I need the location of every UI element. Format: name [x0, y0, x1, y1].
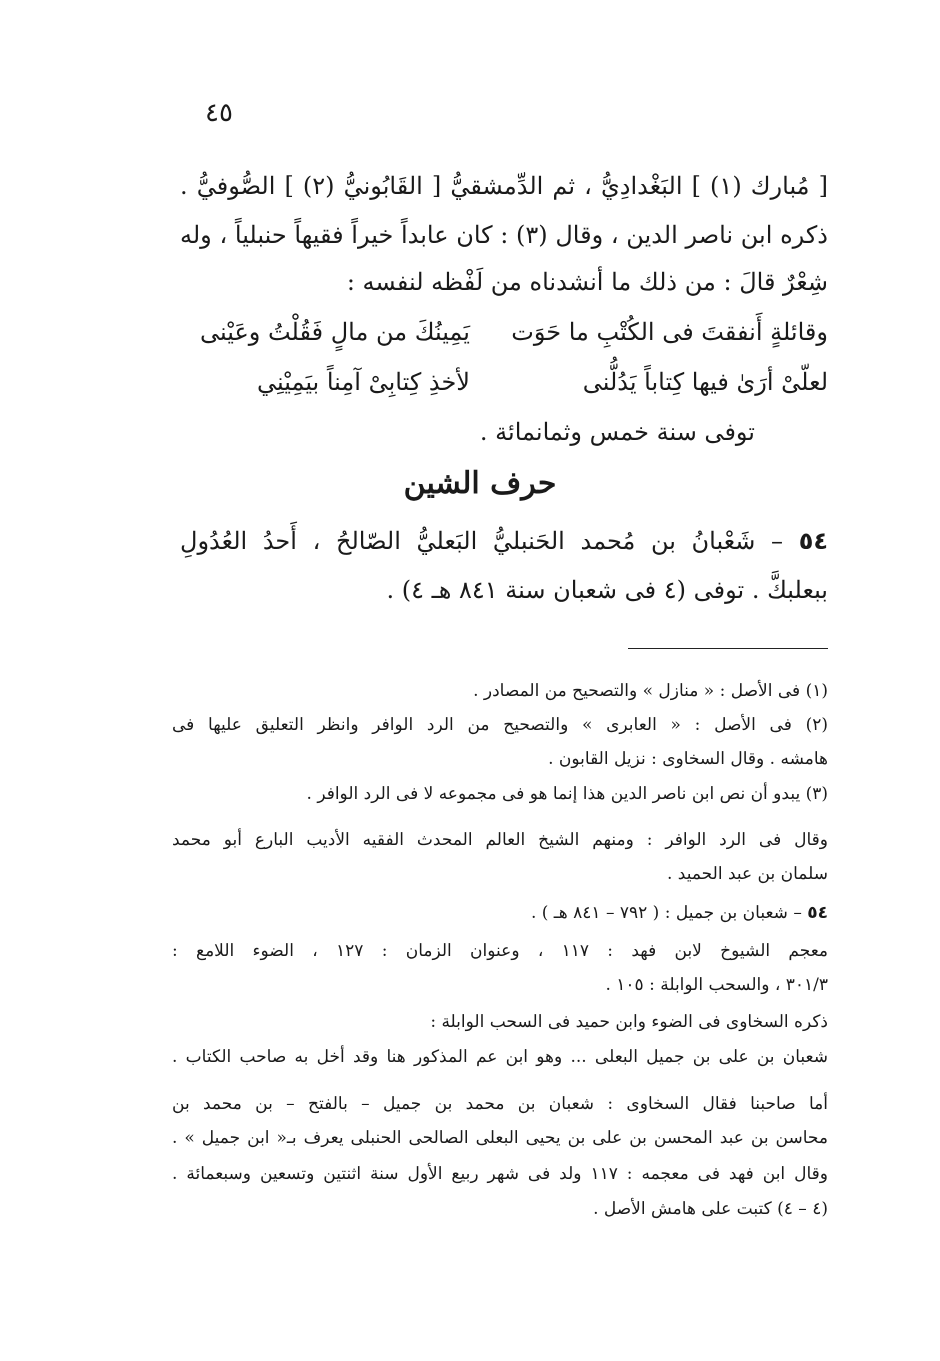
footnote-54-line-8: وقال ابن فهد فى معجمه : ١١٧ ولد فى شهر ربيع الأول سنة اثنتين وتسعين وسبعمائة . — [172, 1164, 828, 1184]
page-number: ٤٥ — [205, 98, 233, 128]
footnote-3-line-1: (٣) يبدو أن نص ابن ناصر الدين هذا إنما هو فى مجموعه لا فى الرد الوافر . — [306, 784, 828, 804]
footnote-54-line-6: أما صاحبنا فقال السخاوى : شعبان بن محمد بن جميل – بالفتح – بن محمد بن — [172, 1094, 828, 1114]
footnote-54-line-5: شعبان بن على بن جميل البعلى ... وهو ابن عم المذكور هنا وقد أخل به صاحب الكتاب . — [172, 1047, 828, 1067]
footnote-2-line-2: هامشه . وقال السخاوى : نزيل القابون . — [548, 749, 828, 769]
footnote-54-line-7: محاسن بن عبد المحسن بن على بن يحيى البعلى الصالحى الحنبلى يعرف بـ« ابن جميل » . — [172, 1128, 828, 1148]
footnote-54-line-3: ٣٠١/٣ ، والسحب الوابلة : ١٠٥ . — [605, 975, 828, 995]
footnote-54-line-4: ذكره السخاوى فى الضوء وابن حميد فى السحب الوابلة : — [430, 1012, 828, 1032]
footnote-entry-number: ٥٤ — [807, 903, 828, 923]
verse-1-second-hemistich: يَمِينُكَ من مالٍ فَقُلْتُ وعَيْنى — [199, 318, 470, 346]
footnote-4: (٤ – ٤) كتبت على هامش الأصل . — [593, 1199, 828, 1219]
footnote-2-line-1: (٢) فى الأصل : « العابرى » والتصحيح من الرد الوافر وانظر التعليق عليها فى — [172, 715, 828, 735]
footnote-54-line-2: معجم الشيوخ لابن فهد : ١١٧ ، وعنوان الزمان : ١٢٧ ، الضوء اللامع : — [172, 941, 828, 961]
verse-1-first-hemistich: وقائلةٍ أَنفقتَ فى الكُتْبِ ما حَوَت — [511, 318, 828, 346]
verse-2-second-hemistich: لأخذِ كِتابِىْ آمِناً بيَمِيْنِي — [256, 368, 470, 396]
entry-54-heading-text: – شَعْبانُ بن مُحمد الحَنبليُّ البَعليُّ الصّالحُ ، أَحدُ العُدُولِ — [180, 527, 799, 555]
footnote-separator — [628, 648, 828, 649]
footnote-54-heading-text: – شعبان بن جميل : ( ٧٩٢ – ٨٤١ هـ ) . — [530, 903, 808, 923]
section-heading: حرف الشين — [403, 466, 557, 501]
verse-2-first-hemistich: لعلّىْ أرَىٰ فيها كِتاباً يَدُلُّنى — [582, 368, 828, 396]
entry-54-line-1 — [180, 523, 828, 561]
death-note: توفى سنة خمس وثمانمائة . — [479, 418, 755, 446]
footnote-3-line-2: وقال فى الرد الوافر : ومنهم الشيخ العالم المحدث الفقيه الأديب البارع أبو محمد — [172, 830, 828, 850]
biography-line-2: ذكره ابن ناصر الدين ، وقال (٣) : كان عابداً خيراً فقيهاً حنبلياً ، وله — [180, 221, 828, 249]
footnote-1: (١) فى الأصل : « منازل » والتصحيح من المصادر . — [473, 681, 828, 701]
footnote-54-line-1 — [172, 899, 828, 929]
biography-line-3: شِعْرٌ قالَ : من ذلك ما أنشدناه من لَفْظه لنفسه : — [346, 268, 828, 296]
entry-54-line-2: ببعلبكَّ . توفى (٤ فى شعبان سنة ٨٤١ هـ ٤) . — [386, 576, 828, 604]
biography-line-1: [ مُبارك (١) ] البَغْدادِيُّ ، ثم الدِّمشقيُّ [ القَابُونيُّ (٢) ] الصُّوفيُّ . — [180, 172, 828, 200]
entry-number: ٥٤ — [798, 527, 828, 555]
footnote-3-line-3: سلمان بن عبد الحميد . — [666, 864, 828, 884]
